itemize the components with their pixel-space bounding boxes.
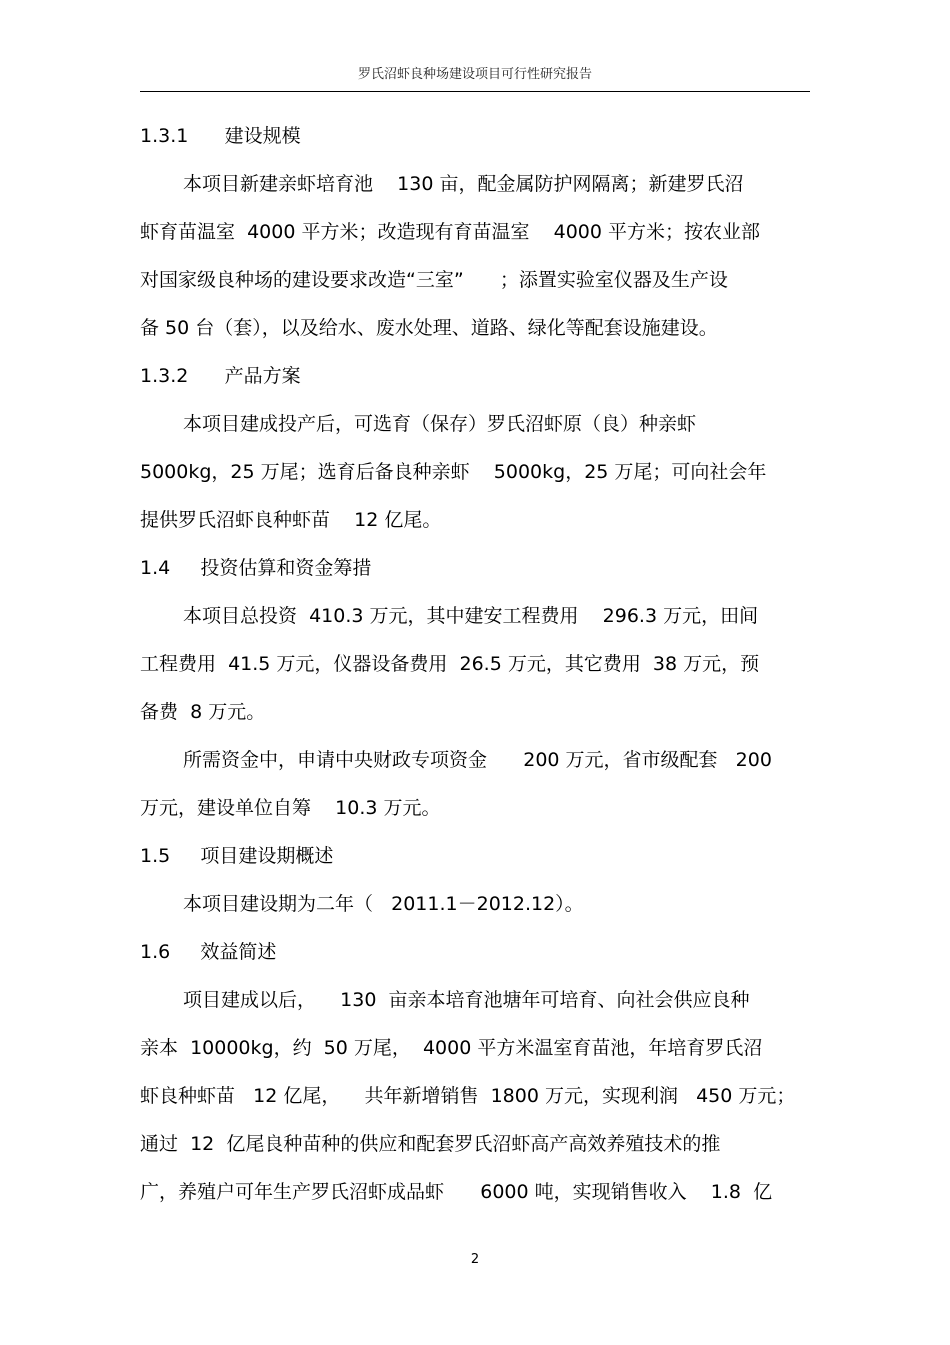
header-rule: [140, 91, 810, 92]
paragraph-line: 本项目新建亲虾培育池 130 亩，配金属防护网隔离；新建罗氏沼: [183, 173, 744, 195]
section-heading-1-4: 1.4 投资估算和资金筹措: [140, 557, 372, 579]
paragraph-line: 万元，建设单位自筹 10.3 万元。: [140, 797, 441, 819]
paragraph-line: 工程费用 41.5 万元，仪器设备费用 26.5 万元，其它费用 38 万元，预: [140, 653, 760, 675]
paragraph-line: 本项目建成投产后，可选育（保存）罗氏沼虾原（良）种亲虾: [183, 413, 697, 435]
paragraph-line: 亲本 10000kg，约 50 万尾， 4000 平方米温室育苗池，年培育罗氏沼: [140, 1037, 763, 1059]
paragraph-line: 本项目建设期为二年（ 2011.1－2012.12）。: [183, 893, 584, 915]
paragraph-line: 广，养殖户可年生产罗氏沼虾成品虾 6000 吨，实现销售收入 1.8 亿: [140, 1181, 773, 1203]
paragraph-line: 项目建成以后， 130 亩亲本培育池塘年可培育、向社会供应良种: [183, 989, 750, 1011]
running-header: 罗氏沼虾良种场建设项目可行性研究报告: [357, 67, 592, 82]
section-heading-1-6: 1.6 效益简述: [140, 941, 277, 963]
paragraph-line: 通过 12 亿尾良种苗种的供应和配套罗氏沼虾高产高效养殖技术的推: [140, 1133, 721, 1155]
section-heading-1-5: 1.5 项目建设期概述: [140, 845, 334, 867]
section-heading-1-3-1: 1.3.1 建设规模: [140, 125, 301, 147]
paragraph-line: 本项目总投资 410.3 万元，其中建安工程费用 296.3 万元，田间: [183, 605, 759, 627]
section-heading-1-3-2: 1.3.2 产品方案: [140, 365, 301, 387]
page-number: 2: [470, 1252, 480, 1267]
paragraph-line: 备 50 台（套），以及给水、废水处理、道路、绿化等配套设施建设。: [140, 317, 718, 339]
paragraph-line: 虾育苗温室 4000 平方米；改造现有育苗温室 4000 平方米；按农业部: [140, 221, 761, 243]
paragraph-line: 对国家级良种场的建设要求改造“三室” ；添置实验室仪器及生产设: [140, 269, 728, 291]
paragraph-line: 虾良种虾苗 12 亿尾， 共年新增销售 1800 万元，实现利润 450 万元；: [140, 1085, 796, 1107]
paragraph-line: 所需资金中，申请中央财政专项资金 200 万元，省市级配套 200: [183, 749, 772, 771]
paragraph-line: 备费 8 万元。: [140, 701, 266, 723]
page-body: [140, 112, 812, 1216]
paragraph-line: 5000kg，25 万尾；选育后备良种亲虾 5000kg，25 万尾；可向社会年: [140, 461, 767, 483]
paragraph-line: 提供罗氏沼虾良种虾苗 12 亿尾。: [140, 509, 442, 531]
